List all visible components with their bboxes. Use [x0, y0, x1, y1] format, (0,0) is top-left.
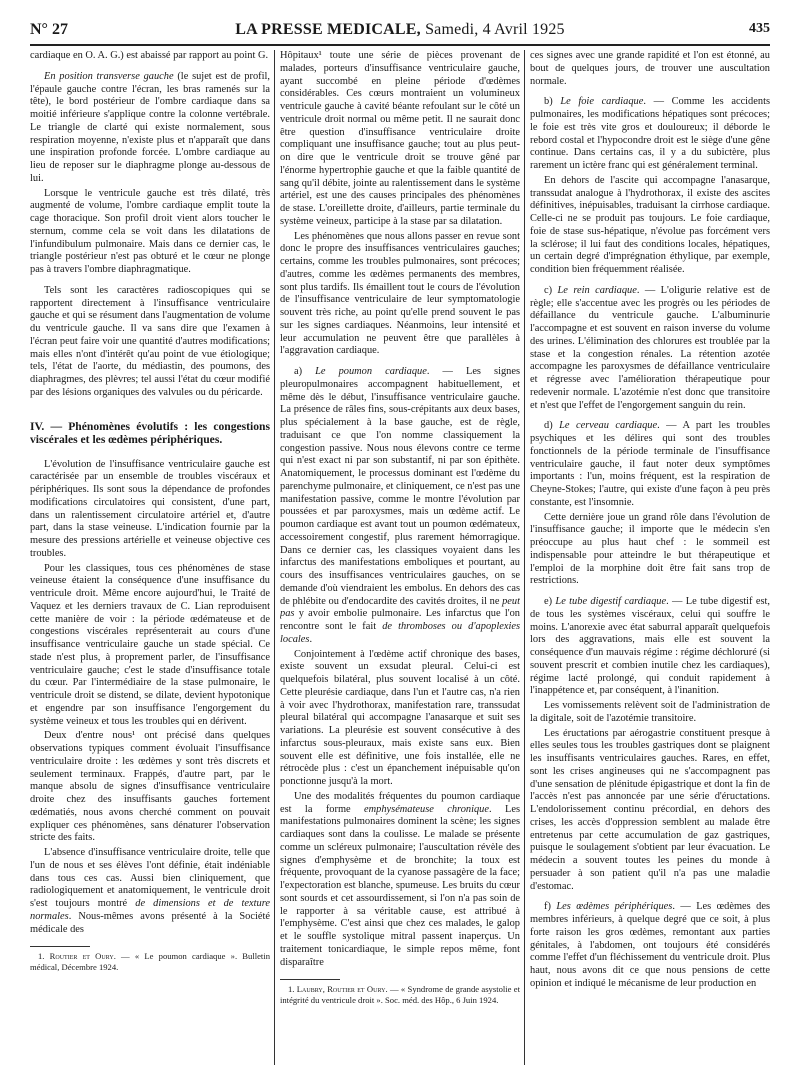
column-1 — [30, 50, 270, 1065]
emphasis: emphysémateuse chronique — [364, 803, 489, 815]
footnote-authors: 1. Laubry, Routier et Oury. — [288, 984, 388, 995]
paragraph-text: (le sujet est de profil, l'épaule gauche contre l'écran, les bras ramenés sur la tête), le bord postérieur de l'ombre cardiaque dans sa moitié inférieure s'applique contre la colonne vertébrale. Le triangle de clarté qui existe normalement, sous respiration moyenne, n'existe plus et n'apparaît que dans une inspiration profonde forcée. L'ombre cardiaque au lieu de reposer sur le diaphragme plonge au-dessous de lui. — [30, 70, 270, 184]
item-label: d) — [544, 420, 560, 432]
emphasis: peut pas — [280, 595, 520, 620]
paragraph: Conjointement à l'œdème actif chronique des bases, existe souvent un exsudat pleural. Celui-ci est quelquefois bilatéral, plus souvent localisé à un côté. Cette pleurésie cardiaque, dans l'un et l'autre cas, n'a rien à voir avec l'hydrothorax, manifestation rare, transsudat pleural bilatéral qui accompagne l'anasarque et suit ses variations. La pleurésie est souvent consécutive à des infarctus sous-pleuraux, mais existe sans eux. Bien souvent elle est définitive, une fois installée, elle ne rétrocède plus : c'est un épanchement inépuisable qu'on ponctionne jusqu'à la mort. — [280, 648, 520, 787]
paragraph — [530, 285, 770, 413]
issue-date: Samedi, 4 Avril 1925 — [425, 21, 565, 38]
paragraph — [30, 847, 270, 936]
page-number: 435 — [749, 21, 770, 36]
paragraph: Les éructations par aérogastrie constituent presque à elles seules tous les troubles gastriques dont se plaignent les insuffisants ventriculaires gauches. Rares, en effet, sont les crises angineuses qui ne s'accompagnent pas d'une sensation de plénitude épigastrique et dont la fin de l'accès n'est pas annoncée par une série d'éructations. L'endolorissement continu précordial, en dehors des crises, les accès d'oppression semblent au malade être entretenus par cette accumulation de gaz gastriques, puisque le soulagement s'obtient par leur évacuation. Le médecin a souvent toutes les peines du monde à persuader à son patient qu'il n'a pas une maladie d'estomac. — [530, 727, 770, 892]
paragraph: cardiaque en O. A. G.) est abaissé par rapport au point G. — [30, 50, 269, 61]
paragraph: Pour les classiques, tous ces phénomènes de stase veineuse étaient la conséquence d'une insuffisance du ventricule droit. Même encore aujourd'hui, le Traité de Vaquez et les derniers travaux de C. Lian reproduisent cette manière de voir : la période œdémateuse et de congestions viscérales représenterait au cours d'une insuffisance ventriculaire gauche un stade spécial. Ce stade n'est plus, à proprement parler, de l'insuffisance ventriculaire gauche; c'est le stade d'insuffisance totale du cœur. Par l'intermédiaire de la stase pulmonaire, le ventricule droit se distend, se dilate, devient hypotonique et engendre par son insuffisance l'engorgement du système veineux et tous les troubles qui en dérivent. — [30, 562, 270, 727]
paragraph: En dehors de l'ascite qui accompagne l'anasarque, transsudat analogue à l'hydrothorax, il existe des ascites définitives, inépuisables, traduisant la cirrhose cardiaque. Celle-ci ne se produit pas toujours. Le foie cardiaque, foie de stase sus-hépatique, n'évolue pas forcément vers la sclérose; il lui faut des conditions locales, hépatiques, un certain degré d'imprégnation éthylique, par exemple, condition bien fréquemment réalisée. — [530, 174, 770, 275]
issue-number: N° 27 — [30, 21, 68, 38]
paragraph-text: Une des modalités fréquentes du poumon cardiaque est la forme — [280, 790, 520, 815]
paragraph — [530, 420, 770, 509]
item-label: b) — [544, 96, 561, 108]
column-rule-left — [274, 50, 275, 1065]
item-label: c) — [544, 284, 558, 296]
paragraph-text: . — [309, 633, 313, 645]
paragraph — [530, 901, 770, 990]
paragraph: Deux d'entre nous¹ ont précisé dans quelques observations typiques comment évoluait l'insuffisance ventriculaire droite : les œdèmes y sont très discrets et seulement terminaux. Frappés, d'autre part, par le manque absolu de signes d'insuffisance ventriculaire droite chez des insuffisants gauches fortement œdématiés, nous avons cherché comment on pouvait expliquer ces phénomènes, sans dénaturer l'observation stricte des faits. — [30, 730, 270, 844]
paragraph — [280, 791, 520, 970]
footnote — [280, 984, 520, 1005]
paragraph-text: . — L'oligurie relative est de règle; elle s'accentue avec les progrès ou les périodes de défaillance du ventricule gauche. L'albuminurie l'accompagne et est souvent en raison inverse du volume des urines. L'élimination des chlorures est troublée par la stase et la congestion rénales. La rétention azotée accompagne les paroxysmes de défaillance ventriculaire et régresse avec l'amélioration thérapeutique pour redevenir normale. L'azotémie n'est donc que transitoire et n'est que l'effet de l'engorgement sanguin du rein. — [530, 284, 770, 411]
subheading: Le rein cardiaque — [557, 284, 637, 296]
section-title: IV. — Phénomènes évolutifs : les congestions viscérales et les œdèmes périphériques. — [30, 419, 270, 446]
paragraph: Lorsque le ventricule gauche est très dilaté, très augmenté de volume, l'ombre cardiaque emplit toute la cage thoracique. Son profil droit vient alors toucher le sternum, comme cela se voit dans les dilatations de l'infundibulum pulmonaire. Mais dans ce dernier cas, le triangle postérieur n'est pas obturé et le cœur ne plonge pas à travers l'ombre diaphragmatique. — [30, 187, 270, 275]
subheading: Le cerveau cardiaque — [559, 420, 658, 432]
emphasis: de dimensions et de texture normales — [30, 898, 270, 922]
paragraph — [30, 71, 270, 186]
paragraph — [530, 596, 770, 698]
column-3 — [530, 50, 770, 1065]
paragraph-text: . — Les signes pleuropulmonaires accompagnent habituellement, et même dès le début, l'insuffisance ventriculaire gauche. La présence de râles fins, sous-crépitants aux deux bases, plus spécialement à la base gauche, est de règle, traduisant ce que l'on nomme classiquement la congestion passive. Nous nous élevons contre ce terme qui n'est exact ni par son substantif, ni par son épithète. Anatomiquement, le processus dominant est l'œdème du parenchyme pulmonaire, et cliniquement, ce n'est pas une manifestation passive, comme le montre l'évolution par poussées et par paroxysmes, mais un œdème actif. Le poumon cardiaque est avant tout un poumon œdémateux, accessoirement congestif, plus rarement hémorragique. Dans ce dernier cas, les classiques voyaient dans les infarctus des manifestations emboliques et pourtant, au cours des insuffisances ventriculaires gauches, on se demande d'où viendraient les embolus. En dehors des cas de phlébite ou d'endocardite des cavités droites, il ne — [280, 366, 520, 607]
paragraph-text: y avoir embolie pulmonaire. Les infarctus que l'on rencontre sont le fait — [280, 608, 520, 632]
paragraph: ces signes avec une grande rapidité et l'on est étonné, au bout de quelques jours, de trouver une auscultation normale. — [530, 50, 770, 87]
running-title — [30, 21, 770, 39]
subheading: Les œdèmes périphériques — [556, 901, 673, 913]
footnote — [30, 951, 270, 972]
paragraph: Les phénomènes que nous allons passer en revue sont donc le propre des insuffisances ventriculaires gauches; certains, comme les troubles pulmonaires, sont précoces; d'autres, comme les œdèmes permanents des membres, sont plus tardifs. Ils émaillent tout le cours de l'évolution de l'insuffisance ventriculaire de leur symptomatologie souvent très riche, au point qu'elle prend souvent le pas sur les signes cardiaques. Néanmoins, leur intensité et leur accumulation ne peuvent être que parallèles à l'aggravation cardiaque. — [280, 230, 520, 357]
journal-name: LA PRESSE MEDICALE, — [235, 21, 421, 38]
paragraph — [530, 96, 770, 173]
paragraph-text: . Nous-mêmes avons présenté à la Société médicale des — [30, 910, 270, 935]
item-label: a) — [294, 366, 316, 377]
paragraph-text: . — Le tube digestif est, de tous les systèmes viscéraux, celui qui souffre le moins. L'anorexie avec état saburral apparaît quelquefois lors des aggravations, mais elle est souvent la conséquence d'un mauvais régime : régime déchloruré (si souvent prescrit et combien inutile chez les cardiaques), régime lacté prolongé, qui conduit rapidement à l'inappétence et, par conséquent, à l'inanition. — [530, 596, 770, 697]
paragraph-text: L'absence d'insuffisance ventriculaire droite, telle que l'un de nous et ses élèves l'ont définie, était indéniable dans tous ces cas. Aussi bien cliniquement, que radiologiquement et anatomiquement, le ventricule droit s'est toujours montré — [30, 847, 270, 909]
subheading: Le tube digestif cardiaque — [555, 596, 667, 607]
column-2 — [280, 50, 520, 1065]
subheading: En position transverse gauche — [44, 70, 174, 82]
paragraph: Cette dernière joue un grand rôle dans l'évolution de l'insuffisance gauche; il importe que le médecin s'en préoccupe au plus haut chef : le sommeil est indispensable pour atteindre le but thérapeutique et l'emploi de la morphine doit être fait sans trop de restrictions. — [530, 511, 770, 587]
footnote-authors: 1. Routier et Oury. — [38, 951, 116, 962]
paragraph: Tels sont les caractères radioscopiques qui se rapportent directement à l'insuffisance ventriculaire gauche et qui se résument dans l'augmentation de volume du ventricule gauche. Il va sans dire que l'examen à l'écran peut faire voir une quantité d'autres modifications; mais elles n'ont d'intérêt qu'au point de vue étiologique; tels, l'état de l'aorte, du médiastin, des poumons, des diaphragmes, des plèvres; tel aussi l'état du cœur modifié par des lésions organiques des valvules ou du péricarde. — [30, 284, 270, 398]
footnote-text: — « Syndrome de grande asystolie et intégrité du ventricule droit ». Soc. méd. des Hôp., 6 Juin 1924. — [280, 984, 520, 1005]
footnote-rule — [280, 979, 340, 980]
paragraph-text: . — Les œdèmes des membres inférieurs, à quelque degré que ce soit, à plus forte raison les gros œdèmes, remontant aux parties génitales, à l'abdomen, ont toujours été considérés comme l'effet d'un fléchissement du ventricule droit. Plus haut, nous avons dit ce que nous pensions de cette opinion et indiqué le mécanisme de leur production en — [530, 901, 770, 989]
paragraph-text: . Les manifestations pulmonaires dominent la scène; les signes cardiaques sont dans la coulisse. Le malade se présente comme un scléreux pulmonaire; l'auscultation révèle des signes d'emphysème et de bronchite; la toux est fréquente, provoquant de la cyanose passagère de la face; l'expectoration est blanche, spumeuse. Les bruits du cœur sont sourds et cet assourdissement, si l'on n'a pas soin de le rapporter à sa véritable cause, est attribué à l'emphysème. C'est ainsi que chez ces malades, le galop et le souffle systolique mitral passent inaperçus. Un traitement tonicardiaque, le simple repos même, font disparaître — [280, 803, 520, 968]
footnote-rule — [30, 946, 90, 947]
paragraph-text: . — A part les troubles psychiques et les délires qui sont des troubles fonctionnels de la période terminale de l'insuffisance ventriculaire gauche, il faut noter deux symptômes importants : l'un, moins fréquent, est la respiration de Cheyne-Stokes; l'autre, qui existe d'une façon à peu près constante, est l'insomnie. — [530, 420, 770, 508]
footnote-text: — « Le poumon cardiaque ». Bulletin médical, Décembre 1924. — [30, 951, 270, 972]
paragraph: Les vomissements relèvent soit de l'administration de la digitale, soit de l'azotémie transitoire. — [530, 700, 770, 724]
item-label: f) — [544, 901, 557, 913]
emphasis: de thromboses ou d'apoplexies locales — [280, 621, 520, 645]
page-header — [30, 18, 770, 46]
subheading: Le foie cardiaque — [560, 96, 644, 108]
item-label: e) — [544, 596, 556, 607]
paragraph: L'évolution de l'insuffisance ventriculaire gauche est caractérisée par un ensemble de troubles viscéraux et périphériques. Ils sont sous la dépendance de profondes modifications circulatoires qui consistent, d'une part, dans un ralentissement circulatoire artériel et, d'autre part, dans la stase veineuse. L'indication fournie par la mesure des pressions artérielle et veineuse objective ces troubles. — [30, 458, 270, 559]
paragraph: Hôpitaux¹ toute une série de pièces provenant de malades, porteurs d'insuffisance ventriculaire gauche, ayant succombé en pleine période d'œdèmes considérables. Ces cœurs montraient un volumineux ventricule gauche à cavité béante refoulant sur le côté un ventricule droit normal ou même petit. Il ne saurait donc être question d'insuffisance ventriculaire droite compliquant une insuffisance gauche; tout au plus peut-on dire que le ventricule droit se trouve gêné par l'énorme hypertrophie gauche et que la faible quantité de sang qu'il débite, jointe au ralentissement dans le système artériel, est une des causes principales des phénomènes de stase. L'oreillette droite, d'ailleurs, partie terminale du système veineux, participe à la stase par sa dilatation. — [280, 50, 520, 227]
paragraph — [280, 366, 520, 647]
column-rule-right — [524, 50, 525, 1065]
paragraph-text: . — Comme les accidents pulmonaires, les modifications hépatiques sont précoces; le foie est très vite gros et douloureux; il déborde le rebord costal et l'hypocondre droit est le siège d'une gêne continue. Dans certains cas, il y a du subictère, plus rarement un ictère franc qui est généralement terminal. — [530, 96, 770, 171]
subheading: Le poumon cardiaque — [315, 366, 427, 377]
